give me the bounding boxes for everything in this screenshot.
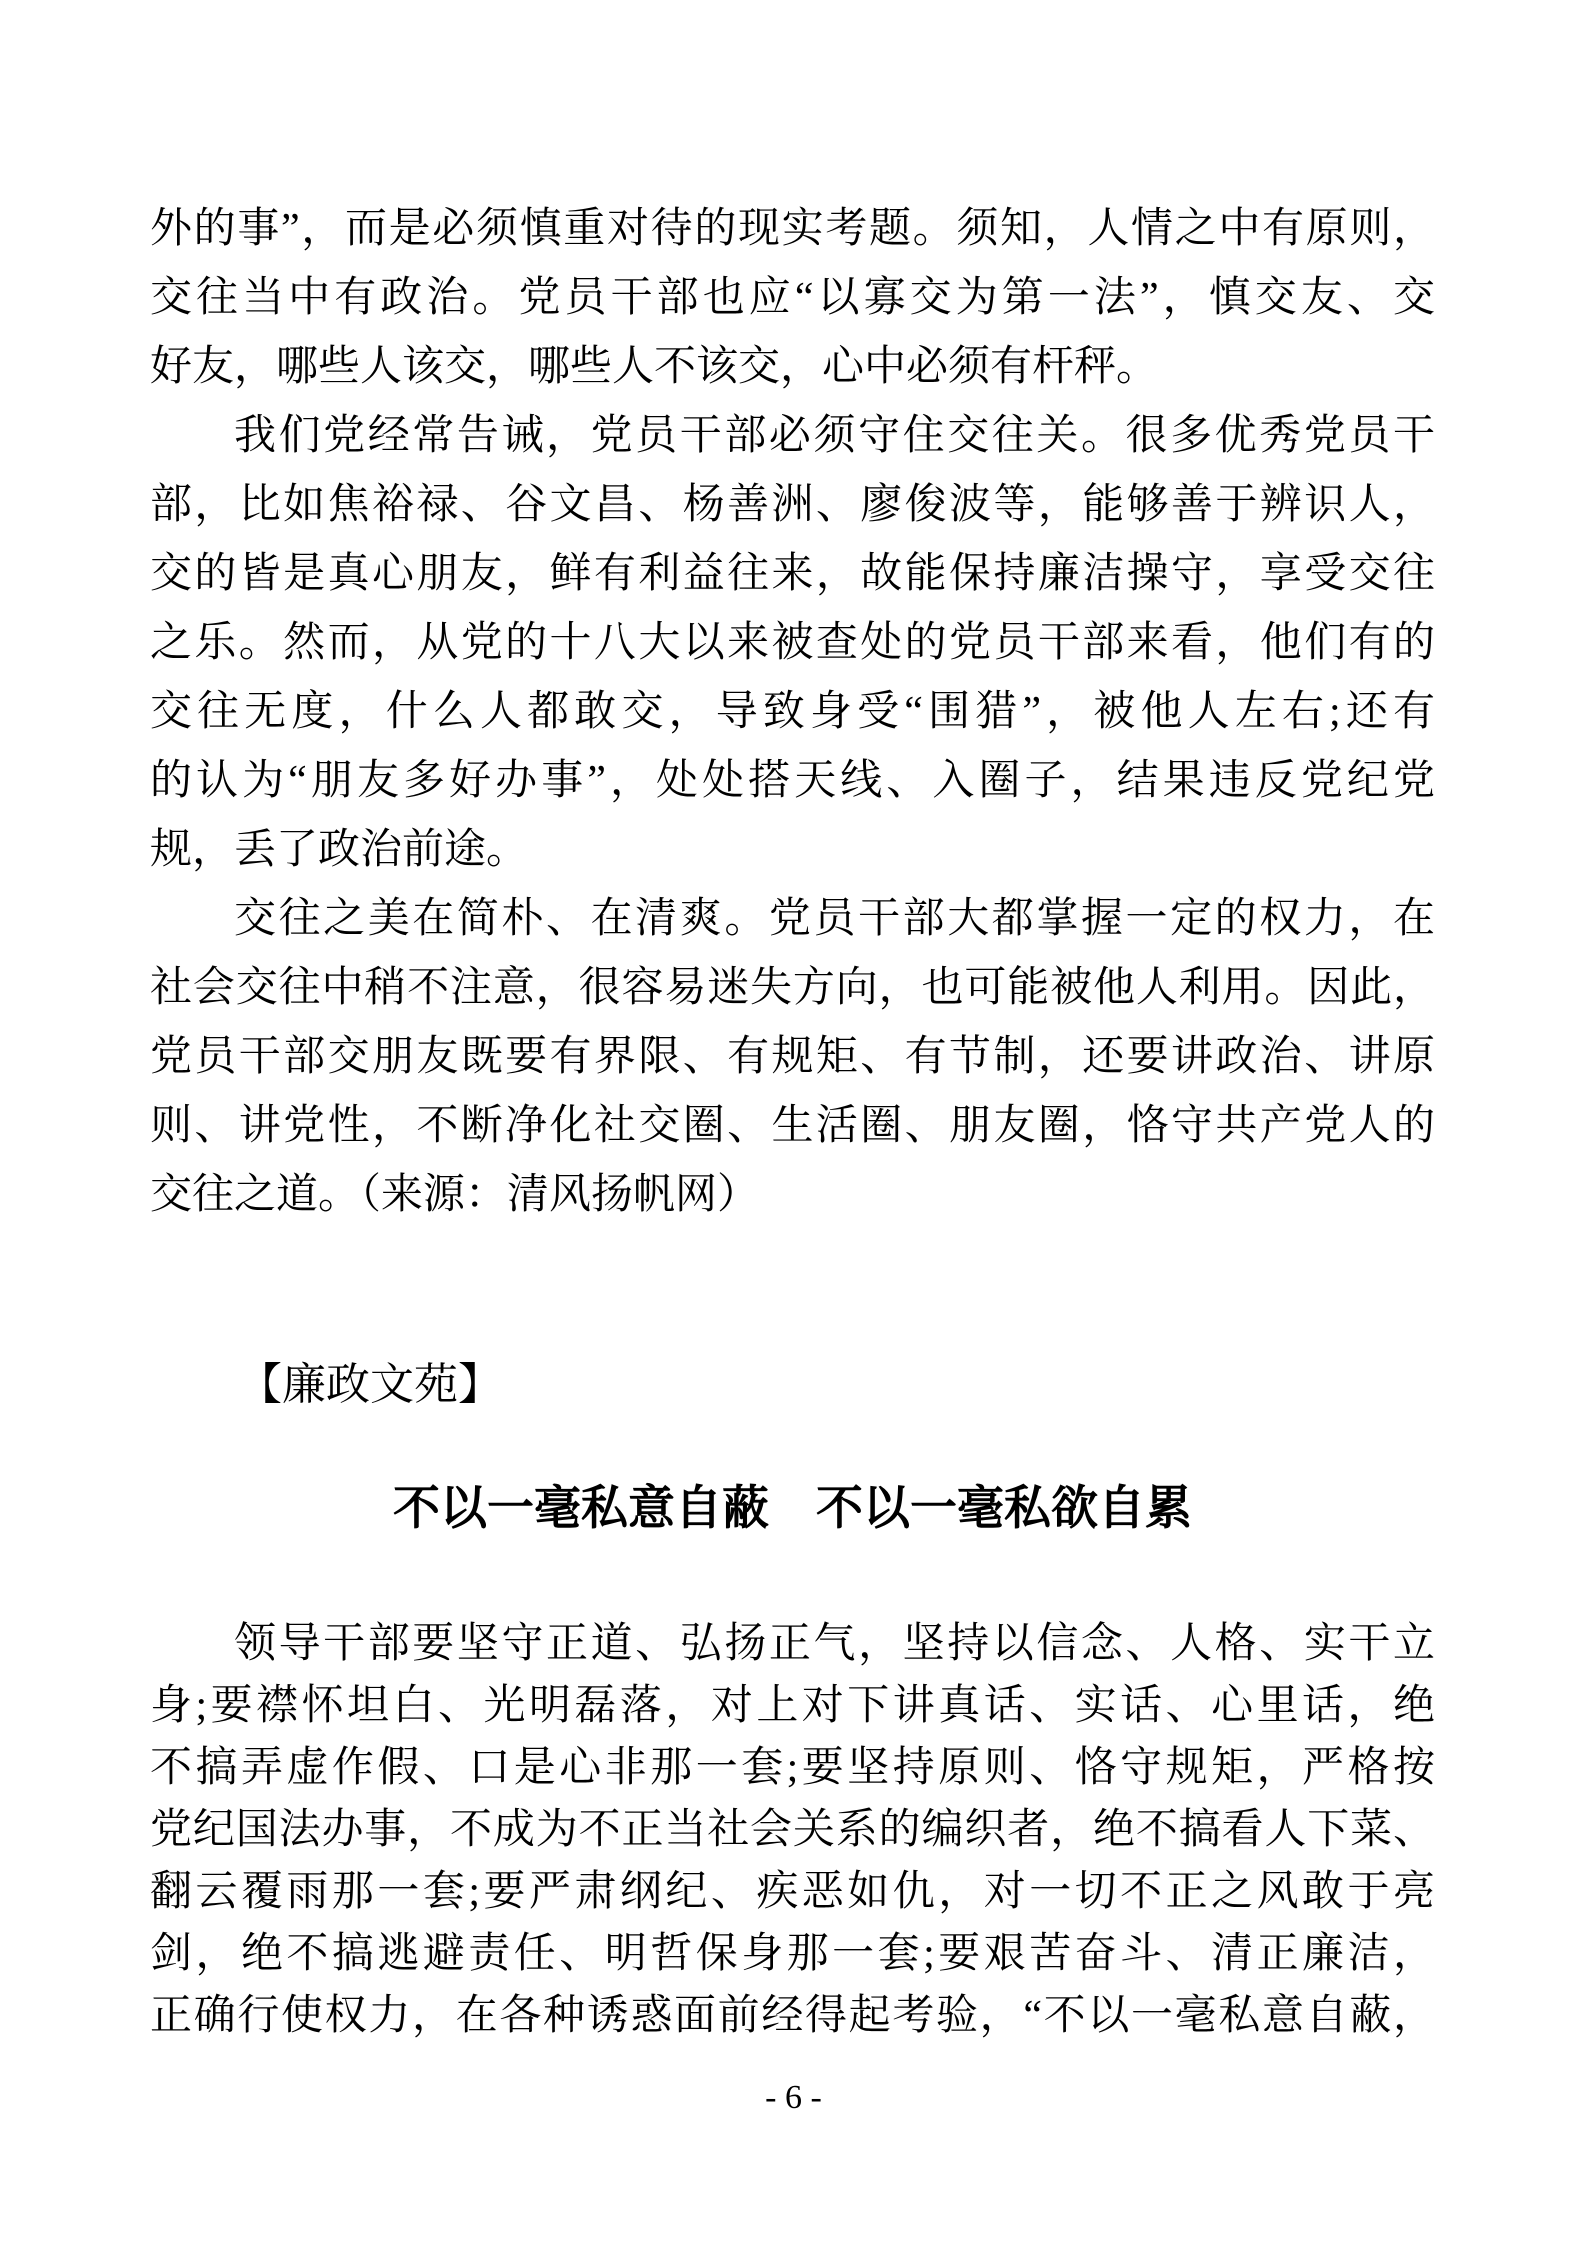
text-line: 交往之美在简朴、在清爽。党员干部大都掌握一定的权力，在 <box>234 896 1435 942</box>
text-line: 交往无度，什么人都敢交，导致身受“围猎”，被他人左右;还有 <box>150 689 1435 735</box>
text-line: 党员干部交朋友既要有界限、有规矩、有节制，还要讲政治、讲原 <box>150 1034 1435 1080</box>
text-line: 身;要襟怀坦白、光明磊落，对上对下讲真话、实话、心里话，绝 <box>150 1683 1435 1729</box>
paragraph <box>150 195 1435 402</box>
text-line: 好友，哪些人该交，哪些人不该交，心中必须有杆秤。 <box>150 344 1159 390</box>
article-paragraphs <box>150 1613 1435 2047</box>
text-line: 外的事”，而是必须慎重对待的现实考题。须知，人情之中有原则， <box>150 206 1435 252</box>
page-number: - 6 - <box>765 2079 822 2116</box>
text-line: 交往当中有政治。党员干部也应“以寡交为第一法”，慎交友、交 <box>150 275 1435 321</box>
text-line: 剑，绝不搞逃避责任、明哲保身那一套;要艰苦奋斗、清正廉洁， <box>150 1931 1435 1977</box>
text-line: 社会交往中稍不注意，很容易迷失方向，也可能被他人利用。因此， <box>150 965 1435 1011</box>
text-line: 规，丢了政治前途。 <box>150 827 529 873</box>
text-line: 的认为“朋友多好办事”，处处搭天线、入圈子，结果违反党纪党 <box>150 758 1435 804</box>
paragraph <box>150 885 1435 1230</box>
text-line: 党纪国法办事，不成为不正当社会关系的编织者，绝不搞看人下菜、 <box>150 1807 1435 1853</box>
body-paragraphs <box>150 195 1435 1230</box>
text-line: 则、讲党性，不断净化社交圈、生活圈、朋友圈，恪守共产党人的 <box>150 1103 1435 1149</box>
article-title: 不以一毫私意自蔽 不以一毫私欲自累 <box>393 1483 1192 1535</box>
content-column <box>150 195 1435 2047</box>
text-line: 之乐。然而，从党的十八大以来被查处的党员干部来看，他们有的 <box>150 620 1435 666</box>
text-line: 交往之道。（来源：清风扬帆网） <box>150 1172 760 1218</box>
text-line: 正确行使权力，在各种诱惑面前经得起考验，“不以一毫私意自蔽， <box>150 1993 1435 2039</box>
text-line: 领导干部要坚守正道、弘扬正气，坚持以信念、人格、实干立 <box>234 1621 1435 1667</box>
text-line: 不搞弄虚作假、口是心非那一套;要坚持原则、恪守规矩，严格按 <box>150 1745 1435 1791</box>
text-line: 我们党经常告诫，党员干部必须守住交往关。很多优秀党员干 <box>234 413 1435 459</box>
paragraph <box>150 1613 1435 2047</box>
paragraph <box>150 402 1435 885</box>
text-line: 翻云覆雨那一套;要严肃纲纪、疾恶如仇，对一切不正之风敢于亮 <box>150 1869 1435 1915</box>
section-header: 【廉政文苑】 <box>238 1360 502 1409</box>
text-line: 交的皆是真心朋友，鲜有利益往来，故能保持廉洁操守，享受交往 <box>150 551 1435 597</box>
text-line: 部，比如焦裕禄、谷文昌、杨善洲、廖俊波等，能够善于辨识人， <box>150 482 1435 528</box>
